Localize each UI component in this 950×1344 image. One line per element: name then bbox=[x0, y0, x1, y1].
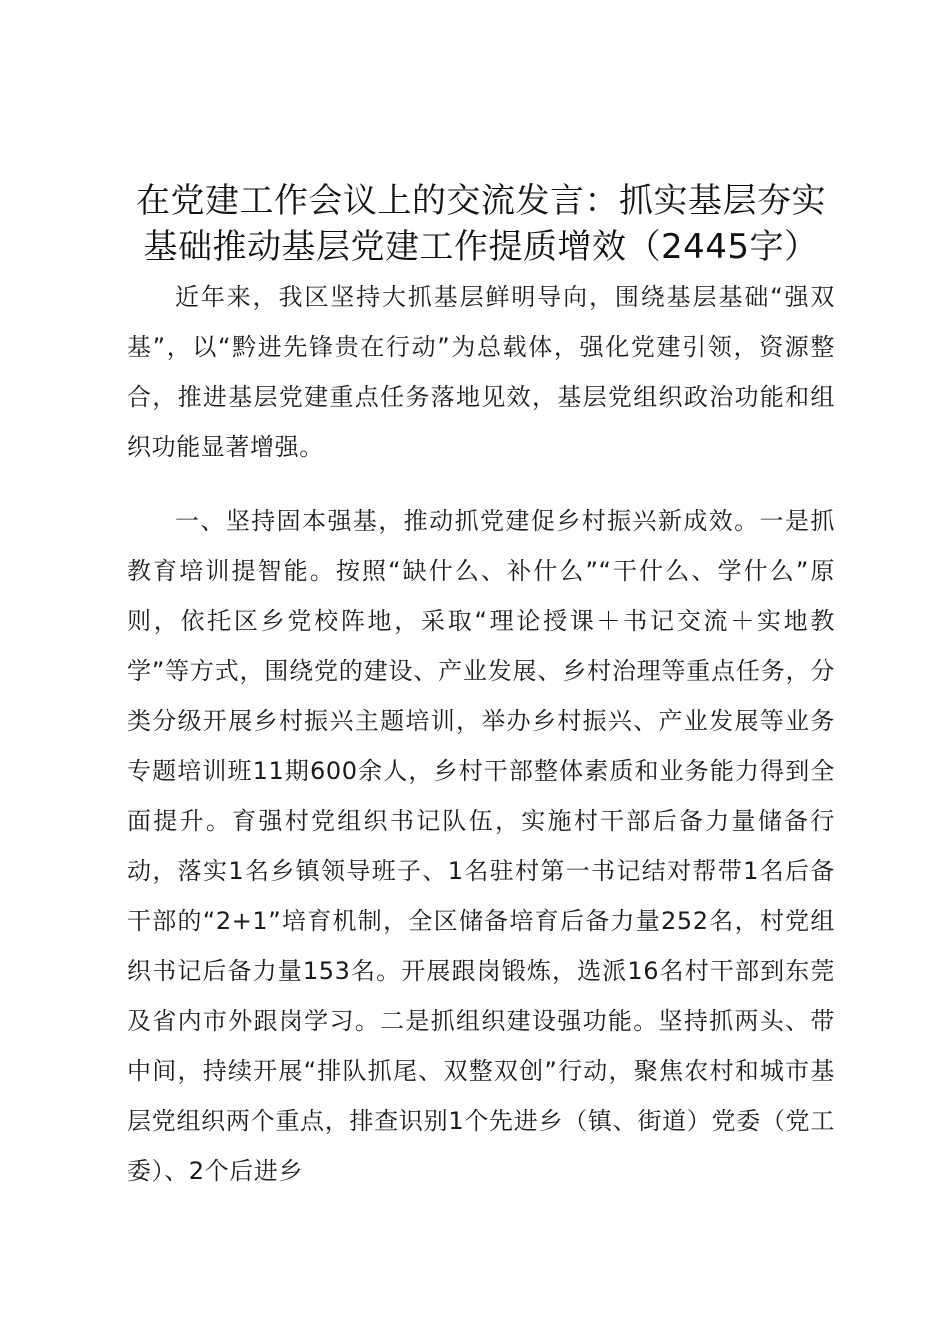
body-paragraph-section-1: 一、坚持固本强基，推动抓党建促乡村振兴新成效。一是抓教育培训提智能。按照“缺什么、补什么”“干什么、学什么”原则，依托区乡党校阵地，采取“理论授课＋书记交流＋实地教学”等方式，围绕党的建设、产业发展、乡村治理等重点任务，分类分级开展乡村振兴主题培训，举办乡村振兴、产业发展等业务专题培训班11期600余人，乡村干部整体素质和业务能力得到全面提升。育强村党组织书记队伍，实施村干部后备力量储备行动，落实1名乡镇领导班子、1名驻村第一书记结对帮带1名后备干部的“2+1”培育机制，全区储备培育后备力量252名，村党组织书记后备力量153名。开展跟岗锻炼，选派16名村干部到东莞及省内市外跟岗学习。二是抓组织建设强功能。坚持抓两头、带中间，持续开展“排队抓尾、双整双创”行动，聚焦农村和城市基层党组织两个重点，排查识别1个先进乡（镇、街道）党委（党工委）、2个后进乡 bbox=[127, 507, 835, 1185]
title-line-2: 基础推动基层党建工作提质增效（2445字） bbox=[143, 227, 819, 267]
body-paragraph-intro: 近年来，我区坚持大抓基层鲜明导向，围绕基层基础“强双基”，以“黔进先锋贵在行动”为总载体，强化党建引领，资源整合，推进基层党建重点任务落地见效，基层党组织政治功能和组织功能显著增强。 bbox=[127, 283, 835, 461]
document-title bbox=[127, 178, 835, 270]
title-line-1: 在党建工作会议上的交流发言：抓实基层夯实 bbox=[136, 181, 826, 221]
document-page bbox=[127, 178, 835, 1196]
